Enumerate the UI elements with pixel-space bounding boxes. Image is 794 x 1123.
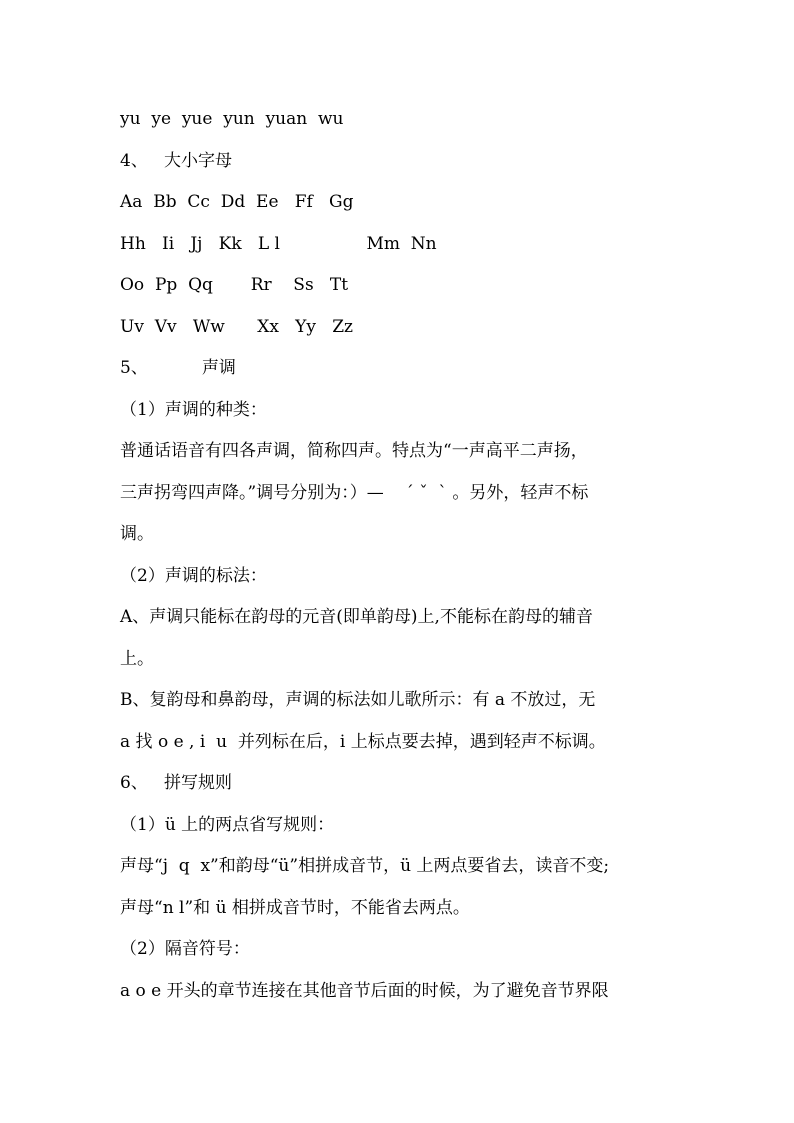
section-4-heading: 4、 大小字母	[120, 151, 233, 171]
alphabet-row-2: Hh Ii Jj Kk L l Mm Nn	[120, 234, 437, 254]
paragraph-line: a 找 o e , i u 并列标在后，i 上标点要去掉，遇到轻声不标调。	[120, 732, 606, 752]
paragraph-line: A、声调只能标在韵母的元音(即单韵母)上,不能标在韵母的辅音	[120, 607, 593, 627]
paragraph-line: 上。	[120, 649, 154, 669]
section-6-heading: 6、 拼写规则	[120, 773, 233, 793]
paragraph-line: 声母“j q x”和韵母“ü”相拼成音节，ü 上两点要省去，读音不变;	[120, 856, 610, 876]
subsection-tone-types: （1）声调的种类：	[120, 400, 267, 420]
subsection-tone-marking: （2）声调的标法：	[120, 566, 267, 586]
paragraph-line: 普通话语音有四各声调，简称四声。特点为“一声高平二声扬，	[120, 441, 588, 461]
subsection-umlaut-rule: （1）ü 上的两点省写规则：	[120, 815, 335, 835]
paragraph-line: 三声拐弯四声降。”调号分别为：）— ˊ ˇ ˋ 。另外，轻声不标	[120, 483, 589, 503]
section-5-heading: 5、 声调	[120, 358, 236, 378]
alphabet-row-1: Aa Bb Cc Dd Ee Ff Gg	[120, 192, 354, 212]
alphabet-row-4: Uv Vv Ww Xx Yy Zz	[120, 317, 353, 337]
subsection-separator-mark: （2）隔音符号：	[120, 939, 250, 959]
pinyin-syllables-line: yu ye yue yun yuan wu	[120, 109, 344, 129]
paragraph-line: 调。	[120, 524, 154, 544]
paragraph-line: B、复韵母和鼻韵母，声调的标法如儿歌所示：有 a 不放过，无	[120, 690, 596, 710]
paragraph-line: 声母“n l”和 ü 相拼成音节时，不能省去两点。	[120, 898, 470, 918]
alphabet-row-3: Oo Pp Qq Rr Ss Tt	[120, 275, 349, 295]
paragraph-line: a o e 开头的章节连接在其他音节后面的时候，为了避免音节界限	[120, 981, 609, 1001]
